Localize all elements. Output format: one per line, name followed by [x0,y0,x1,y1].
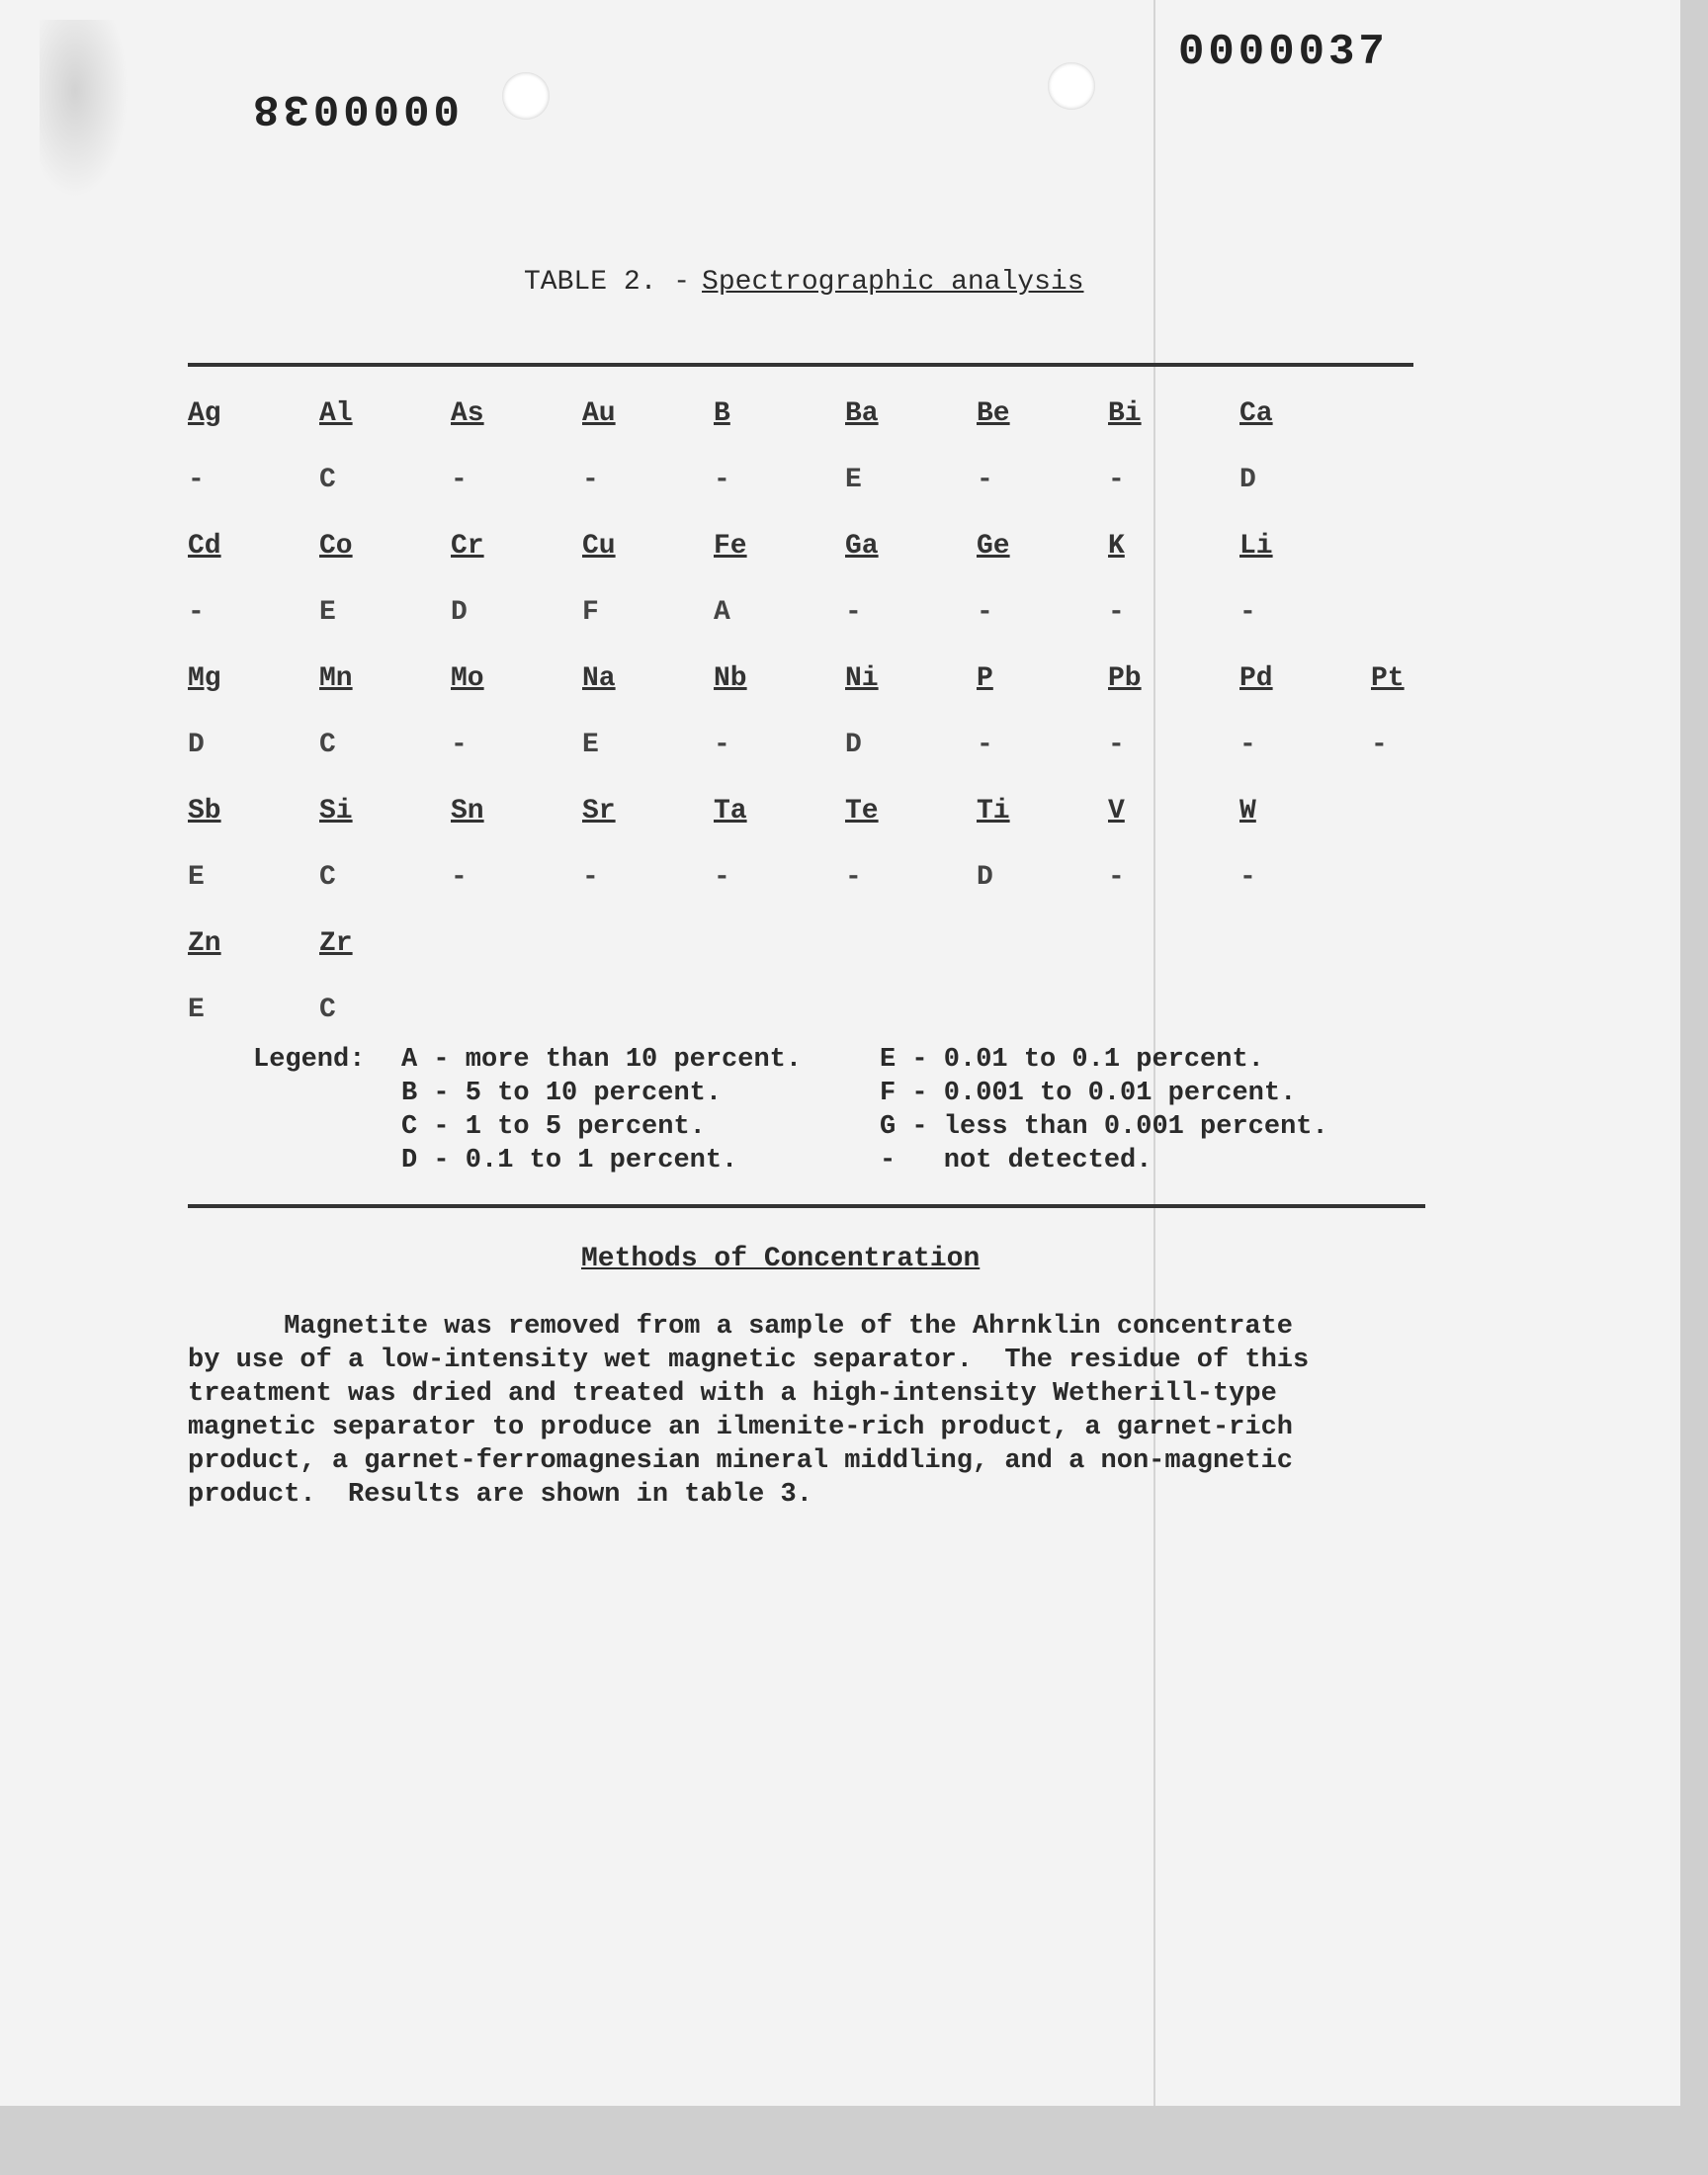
element-symbol: Cr [451,531,484,562]
element-value: - [188,597,205,628]
element-value: - [714,730,730,760]
element-symbol: Ta [714,796,747,826]
table-title-label: TABLE 2. - [524,267,691,298]
element-symbol: Cu [582,531,616,562]
element-value: - [977,597,993,628]
element-symbol: Ge [977,531,1010,562]
element-symbol: Pd [1239,663,1273,694]
element-value: - [1239,730,1256,760]
element-value: - [1108,597,1125,628]
corner-wear-mark [40,20,128,198]
element-value: D [845,730,862,760]
element-symbol: Ti [977,796,1010,826]
legend-entry: D - 0.1 to 1 percent. [401,1146,738,1175]
table-bottom-rule [188,1204,1425,1208]
element-symbol: Nb [714,663,747,694]
paragraph-line: product. Results are shown in table 3. [188,1480,812,1510]
punch-hole [502,72,550,120]
element-value: C [319,995,336,1025]
element-symbol: Au [582,398,616,429]
element-symbol: As [451,398,484,429]
element-symbol: Bi [1108,398,1142,429]
element-value-row [188,579,1502,646]
element-value: D [1239,465,1256,495]
legend-entry: G - less than 0.001 percent. [880,1112,1328,1142]
element-symbol: Ba [845,398,879,429]
legend-entry: E - 0.01 to 0.1 percent. [880,1045,1264,1075]
element-value: E [188,862,205,893]
element-value: - [1239,597,1256,628]
element-value: - [1108,465,1125,495]
element-value: - [582,862,599,893]
paragraph-line: magnetic separator to produce an ilmenite-rich product, a garnet-rich [188,1413,1293,1442]
element-symbol-row [188,381,1502,447]
element-value: E [582,730,599,760]
element-symbol: Ca [1239,398,1273,429]
page-number-stamp-inverted: 0000038 [249,83,460,132]
element-symbol: Fe [714,531,747,562]
element-value: E [188,995,205,1025]
element-value: - [582,465,599,495]
element-value: F [582,597,599,628]
section-heading: Methods of Concentration [581,1244,981,1274]
element-symbol: Al [319,398,353,429]
legend-column-right [880,1043,1328,1177]
element-value-row [188,844,1502,911]
element-symbol-row [188,911,1502,977]
element-symbol: V [1108,796,1125,826]
legend-label: Legend: [253,1045,366,1075]
element-symbol: Si [319,796,353,826]
element-value: - [714,465,730,495]
legend-entry: C - 1 to 5 percent. [401,1112,706,1142]
page-number-stamp: 0000037 [1178,28,1389,77]
element-symbol: Sr [582,796,616,826]
element-symbol: Co [319,531,353,562]
element-symbol: Be [977,398,1010,429]
element-value: D [451,597,468,628]
body-paragraph [188,1310,1433,1512]
table-subtitle: Spectrographic analysis [702,267,1084,298]
element-symbol: Mg [188,663,221,694]
element-value: - [451,465,468,495]
element-symbol: Pt [1371,663,1405,694]
legend-column-left [401,1043,802,1177]
element-symbol: Mn [319,663,353,694]
element-symbol-row [188,778,1502,844]
element-symbol: Mo [451,663,484,694]
element-value-row [188,977,1502,1043]
element-symbol: K [1108,531,1125,562]
element-value: - [451,862,468,893]
element-value: - [977,465,993,495]
element-value: - [188,465,205,495]
paragraph-line: product, a garnet-ferromagnesian mineral middling, and a non-magnetic [188,1446,1293,1476]
element-symbol: P [977,663,993,694]
element-symbol: W [1239,796,1256,826]
element-value: - [845,597,862,628]
element-symbol: Zr [319,928,353,959]
legend-entry: F - 0.001 to 0.01 percent. [880,1079,1297,1108]
element-symbol: Pb [1108,663,1142,694]
element-value-row [188,447,1502,513]
element-symbol: Sn [451,796,484,826]
element-value: - [1371,730,1388,760]
element-symbol: Ni [845,663,879,694]
element-symbol: Na [582,663,616,694]
element-value: - [1108,862,1125,893]
element-value: A [714,597,730,628]
element-value: - [845,862,862,893]
table-title [524,267,1084,298]
element-symbol-row [188,646,1502,712]
element-value: D [977,862,993,893]
paragraph-line: by use of a low-intensity wet magnetic separator. The residue of this [188,1346,1310,1375]
element-value: C [319,862,336,893]
element-value: - [977,730,993,760]
element-value: C [319,730,336,760]
legend-entry: B - 5 to 10 percent. [401,1079,723,1108]
legend-entry: - not detected. [880,1146,1153,1175]
element-symbol: Sb [188,796,221,826]
element-symbol: Te [845,796,879,826]
element-value: - [1108,730,1125,760]
table-top-rule [188,363,1413,367]
paragraph-line: treatment was dried and treated with a high-intensity Wetherill-type [188,1379,1277,1409]
element-value: E [845,465,862,495]
element-value: C [319,465,336,495]
element-symbol: B [714,398,730,429]
element-value-row [188,712,1502,778]
element-symbol: Li [1239,531,1273,562]
element-symbol: Zn [188,928,221,959]
element-value: - [714,862,730,893]
element-symbol-row [188,513,1502,579]
element-symbol: Cd [188,531,221,562]
paragraph-line: Magnetite was removed from a sample of the Ahrnklin concentrate [188,1312,1293,1342]
element-value: D [188,730,205,760]
element-symbol: Ga [845,531,879,562]
legend-entry: A - more than 10 percent. [401,1045,803,1075]
spectrographic-table [188,381,1502,1043]
element-value: E [319,597,336,628]
element-value: - [451,730,468,760]
element-value: - [1239,862,1256,893]
element-symbol: Ag [188,398,221,429]
punch-hole [1048,62,1095,110]
